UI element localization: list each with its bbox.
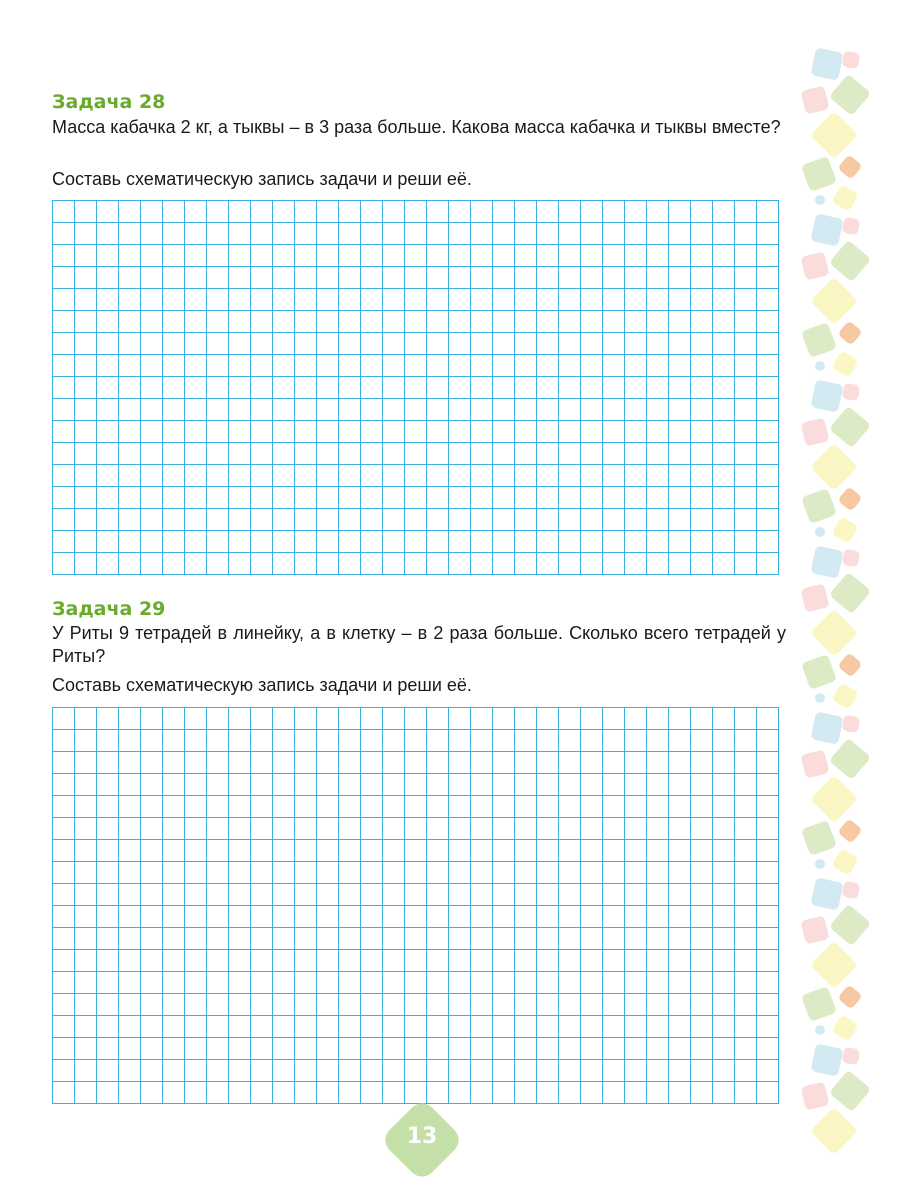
decorative-square [815,527,825,537]
decorative-square [810,711,843,744]
decorative-square [810,213,843,246]
decorative-square [842,715,861,734]
decorative-square [842,51,861,70]
decorative-square [837,154,862,179]
decorative-square [801,322,837,358]
task-28-text: Масса кабачка 2 кг, а тыквы – в 3 раза больше. Какова масса кабачка и тыквы вместе? [52,117,781,137]
decorative-square [810,47,843,80]
decorative-square [837,652,862,677]
decorative-square [831,184,858,211]
task-29-answer-grid[interactable] [52,707,779,1104]
decorative-square [810,609,858,657]
decorative-square [831,516,858,543]
decorative-square [831,848,858,875]
decorative-square [842,217,861,236]
task-28-title: Задача 28 [52,91,166,113]
decorative-square [810,775,858,823]
task-29-title: Задача 29 [52,598,166,620]
decorative-square [831,1014,858,1041]
decorative-square [837,818,862,843]
decorative-squares-border [795,40,875,1160]
decorative-square [801,820,837,856]
decorative-square [810,277,858,325]
decorative-square [810,1107,858,1155]
decorative-square [800,915,829,944]
decorative-square [829,406,871,448]
task-28-answer-grid[interactable] [52,200,779,575]
decorative-square [829,74,871,116]
decorative-square [810,111,858,159]
decorative-square [829,572,871,614]
decorative-square [815,361,825,371]
decorative-square [800,251,829,280]
decorative-square [810,379,843,412]
decorative-square [800,749,829,778]
decorative-square [800,85,829,114]
decorative-square [842,881,861,900]
decorative-square [842,549,861,568]
decorative-square [801,986,837,1022]
decorative-square [831,682,858,709]
decorative-square [810,1043,843,1076]
task-28-instruction: Составь схематическую запись задачи и реши её. [52,169,472,189]
decorative-square [829,1070,871,1112]
decorative-square [829,240,871,282]
decorative-square [810,545,843,578]
decorative-square [800,417,829,446]
decorative-square [801,654,837,690]
decorative-square [815,859,825,869]
decorative-square [829,738,871,780]
decorative-square [837,320,862,345]
decorative-square [800,1081,829,1110]
decorative-square [800,583,829,612]
decorative-square [801,488,837,524]
decorative-square [842,383,861,402]
page-number: 13 [406,1124,438,1149]
decorative-square [842,1047,861,1066]
decorative-square [810,941,858,989]
task-29-instruction: Составь схематическую запись задачи и реши её. [52,675,472,695]
decorative-square [810,877,843,910]
decorative-square [815,195,825,205]
decorative-square [815,693,825,703]
decorative-square [837,486,862,511]
decorative-square [831,350,858,377]
decorative-square [815,1025,825,1035]
decorative-square [801,156,837,192]
decorative-square [829,904,871,946]
decorative-square [837,984,862,1009]
task-29-text: У Риты 9 тетрадей в линейку, а в клетку – в 2 раза больше. Сколько всего тетрадей у Риты? [52,623,786,666]
decorative-square [810,443,858,491]
